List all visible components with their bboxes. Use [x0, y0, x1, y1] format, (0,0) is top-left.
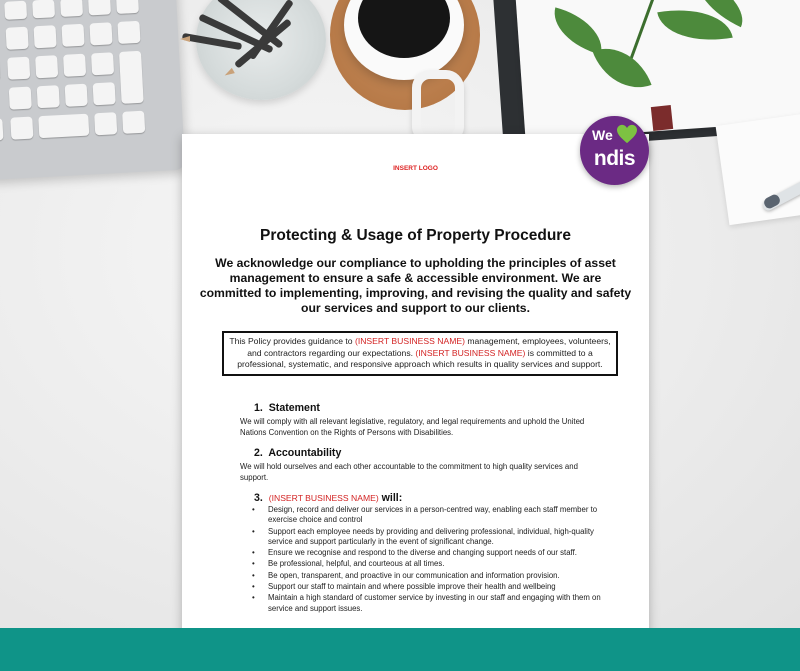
list-item: • Support our staff to maintain and where possible improve their health and wellbeing	[248, 582, 608, 592]
section-commitments-heading: 3. (INSERT BUSINESS NAME) will:	[254, 492, 403, 504]
notepad	[716, 111, 800, 225]
heart-icon	[616, 124, 638, 144]
list-item: • Be open, transparent, and proactive in our communication and information provision.	[248, 571, 608, 581]
policy-text: management, employees, volunteers, and contractors regarding our expectations.	[247, 336, 611, 358]
list-item: • Be professional, helpful, and courteous at all times.	[248, 559, 608, 569]
policy-box	[222, 331, 618, 376]
badge-ndis-text: ndis	[593, 147, 636, 170]
procedure-document	[182, 134, 649, 628]
we-love-ndis-badge	[580, 116, 649, 185]
list-item: • Design, record and deliver our services in a person-centred way, enabling each staff member to exercise choice and control	[248, 505, 608, 526]
keyboard	[0, 0, 185, 180]
mug-handle	[412, 70, 464, 144]
section-accountability-heading: 2. Accountability	[254, 447, 342, 459]
section-statement-body: We will comply with all relevant legislative, regulatory, and legal requirements and uphold the United Nations Convention on the Rights of Persons with Disabilities.	[240, 417, 585, 437]
business-name-placeholder: (INSERT BUSINESS NAME)	[354, 336, 465, 346]
business-name-placeholder: (INSERT BUSINESS NAME)	[415, 347, 526, 358]
list-item: • Support each employee needs by providing and delivering professional, individual, high-quality service and support particularly in the event of significant change.	[248, 527, 608, 548]
footer-bar	[0, 628, 800, 671]
commitments-list	[248, 505, 608, 615]
pencil-cup	[196, 0, 326, 100]
document-title: Protecting & Usage of Property Procedure	[260, 227, 571, 244]
list-item: • Ensure we recognise and respond to the diverse and changing support needs of our staff.	[248, 548, 608, 558]
badge-we-text: We	[592, 127, 613, 143]
policy-text: This Policy provides guidance to	[229, 336, 355, 346]
business-name-placeholder: (INSERT BUSINESS NAME)	[268, 493, 379, 503]
bookmark-ribbon	[651, 105, 673, 131]
section-statement-heading: 1. Statement	[254, 402, 320, 414]
section-accountability-body: We will hold ourselves and each other accountable to the commitment to high quality services and support.	[240, 462, 578, 482]
logo-placeholder: INSERT LOGO	[393, 165, 438, 172]
list-item: • Maintain a high standard of customer service by investing in our staff and engaging with them on service and support issues.	[248, 593, 608, 614]
document-intro: We acknowledge our compliance to upholding the principles of asset management to ensure a safe & accessible environment. We are committed to implementing, improving, and revising the quality and safety our services and support to our clients.	[199, 256, 632, 315]
policy-text: is committed to a professional, systematic, and responsive approach which results in quality services and support.	[237, 347, 603, 369]
